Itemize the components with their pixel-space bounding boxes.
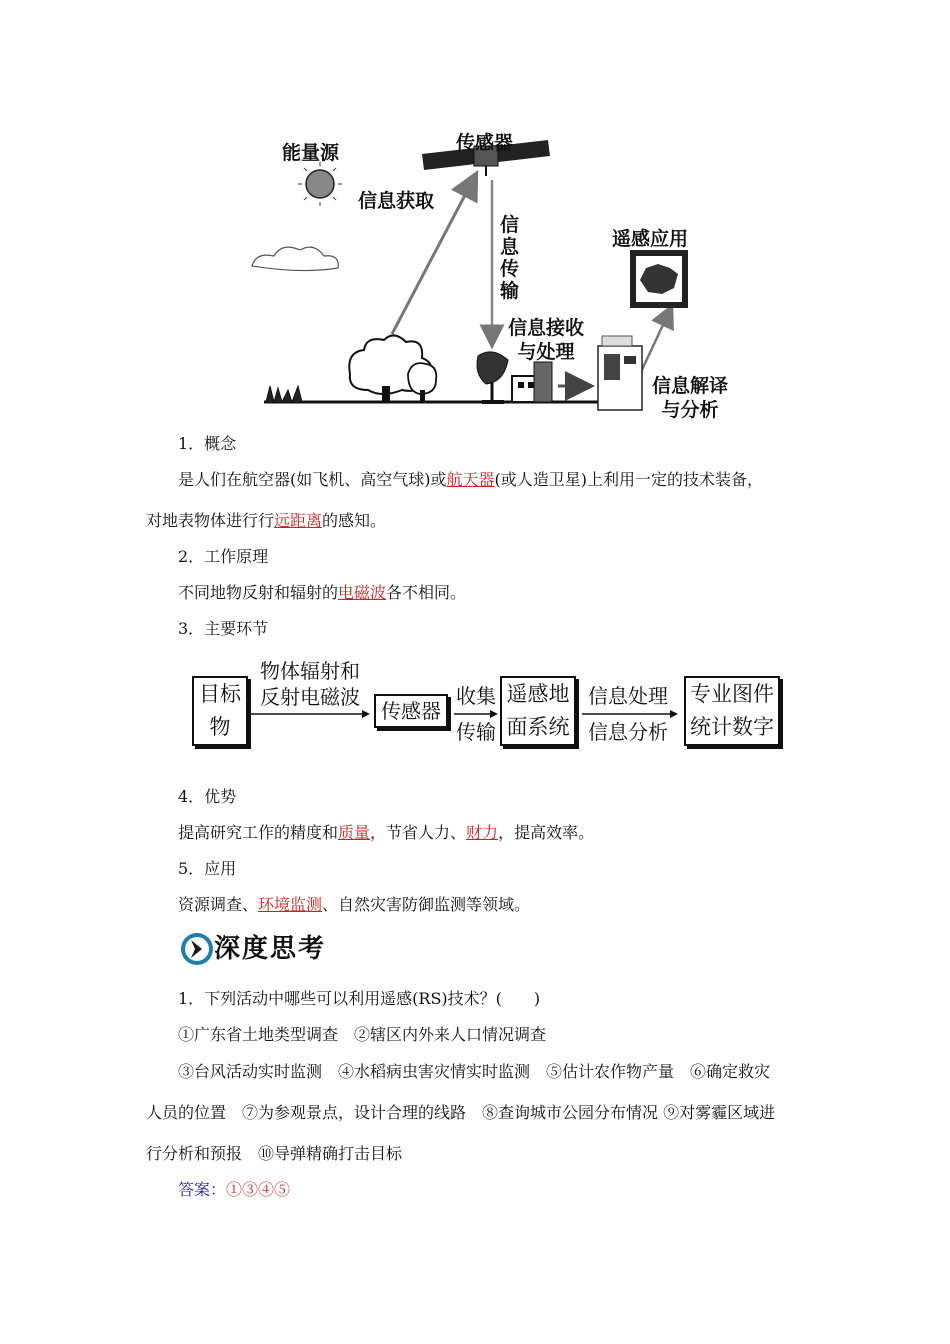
- remote-sensing-diagram: [242, 124, 732, 424]
- options-line-1: ①广东省土地类型调查 ②辖区内外来人口情况调查: [178, 1025, 547, 1044]
- steps-heading: 3．主要环节: [178, 619, 269, 638]
- sensor-label: 传感器: [456, 132, 514, 154]
- flow-sensor-box: 传感器: [374, 694, 448, 728]
- options-line-2: ③台风活动实时监测 ④水稻病虫害灾情实时监测 ⑤估计农作物产量 ⑥确定救灾: [178, 1062, 771, 1081]
- application-line: 资源调查、环境监测、自然灾害防御监测等领域。: [178, 895, 531, 914]
- flow-arrow3-label: 信息处理 信息分析: [588, 684, 668, 744]
- flow-arrow-3: [580, 708, 680, 720]
- blank-long-distance: 远距离: [274, 511, 323, 530]
- answer-value: ①③④⑤: [226, 1180, 291, 1199]
- options-line-3: 人员的位置 ⑦为参观景点，设计合理的线路 ⑧查询城市公园分布情况 ⑨对雾霾区域进: [146, 1103, 776, 1122]
- concept-line-2: 对地表物体进行行远距离的感知。: [146, 511, 387, 530]
- flow-output-box: 专业图件 统计数字: [684, 676, 780, 746]
- energy-source-label: 能量源: [282, 142, 340, 164]
- flow-arrow2-label: 收集 传输: [456, 684, 496, 744]
- options-line-4: 行分析和预报 ⑩导弹精确打击目标: [146, 1144, 403, 1163]
- building-icon: [512, 362, 552, 402]
- receive-process-label: 信息接收 与处理: [508, 317, 585, 363]
- blank-finance: 财力: [466, 823, 499, 842]
- computer-icon: [598, 336, 642, 410]
- question-1: 1．下列活动中哪些可以利用遥感(RS)技术？( ): [178, 989, 541, 1008]
- tree-icon: [349, 335, 436, 402]
- info-acquire-label: 信息获取: [358, 190, 435, 212]
- deep-thinking-title: 深度思考: [214, 934, 327, 964]
- rs-application-label: 遥感应用: [612, 228, 689, 250]
- principle-line: 不同地物反射和辐射的电磁波各不相同。: [178, 583, 467, 602]
- application-heading: 5．应用: [178, 859, 237, 878]
- flow-arrow1-label: 物体辐射和 反射电磁波: [260, 659, 360, 709]
- blank-env-monitoring: 环境监测: [258, 895, 323, 914]
- blank-em-wave: 电磁波: [338, 583, 387, 602]
- sun-icon: [298, 162, 342, 206]
- process-flow-chart: [190, 656, 790, 752]
- principle-heading: 2．工作原理: [178, 547, 269, 566]
- grass-icon: [266, 386, 302, 402]
- advantage-line: 提高研究工作的精度和质量，节省人力、财力，提高效率。: [178, 823, 595, 842]
- cloud-icon: [252, 247, 338, 270]
- concept-line-1: 是人们在航空器(如飞机、高空气球)或航天器(或人造卫星)上利用一定的技术装备，: [178, 470, 764, 489]
- flow-arrow-2: [452, 708, 500, 720]
- blank-quality: 质量: [338, 823, 371, 842]
- flow-target-box: 目标 物: [192, 676, 248, 746]
- advantage-heading: 4．优势: [178, 787, 237, 806]
- info-transmit-label: 信 息 传 输: [500, 214, 520, 302]
- blank-spacecraft: 航天器: [446, 470, 495, 489]
- answer-line: 答案：①③④⑤: [178, 1180, 291, 1199]
- dish-icon: [477, 352, 508, 402]
- flow-arrow-1: [248, 708, 372, 720]
- chevron-right-icon: [180, 932, 214, 966]
- flow-ground-system-box: 遥感地 面系统: [500, 676, 576, 746]
- interpret-analyze-label: 信息解译 与分析: [652, 375, 729, 421]
- map-screen-icon: [630, 250, 688, 308]
- concept-heading: 1．概念: [178, 434, 237, 453]
